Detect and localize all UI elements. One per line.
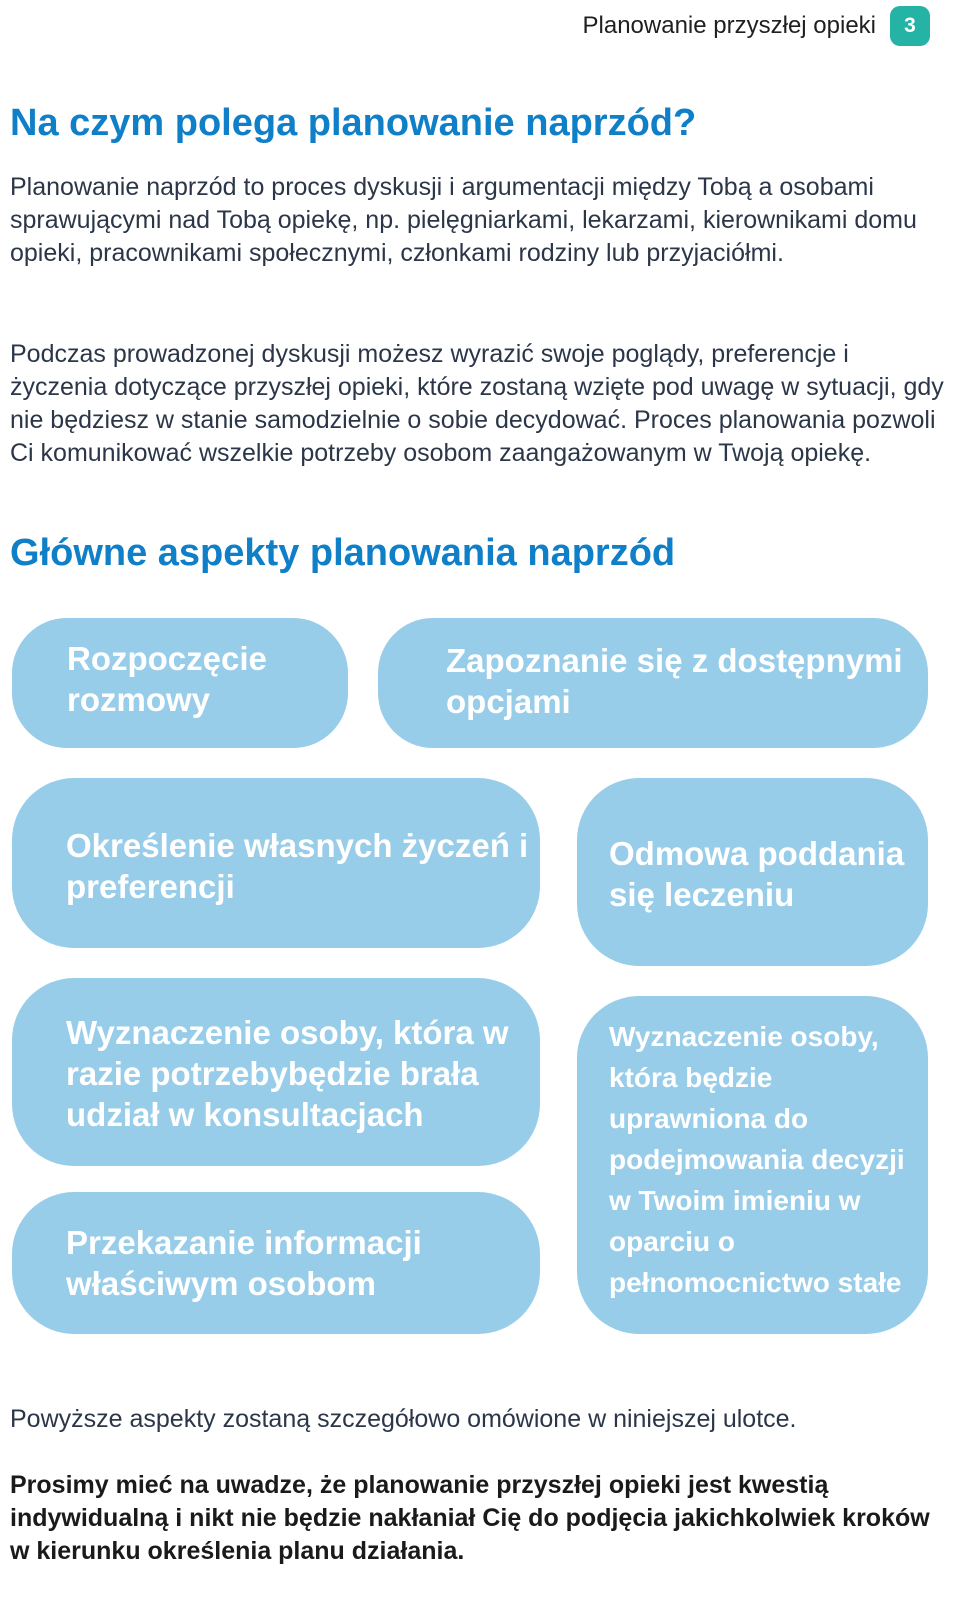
aspect-review-options <box>378 618 928 748</box>
aspect-start-conversation <box>12 618 348 748</box>
page-number-badge: 3 <box>890 6 930 46</box>
summary-note: Powyższe aspekty zostaną szczegółowo omówione w niniejszej ulotce. <box>10 1405 797 1433</box>
aspect-label: Wyznaczenie osoby, która będzie uprawniona do podejmowania decyzji w Twoim imieniu w oparciu o pełnomocnictwo stałe <box>609 1021 905 1298</box>
running-title: Planowanie przyszłej opieki <box>582 12 876 39</box>
aspect-label: Odmowa poddania się leczeniu <box>609 835 905 913</box>
section-heading-planning: Na czym polega planowanie naprzód? <box>10 102 697 144</box>
aspect-label: Określenie własnych życzeń i preferencji <box>66 827 529 905</box>
section-heading-aspects: Główne aspekty planowania naprzód <box>10 532 676 574</box>
aspect-power-of-attorney <box>577 996 928 1334</box>
intro-paragraph: Planowanie naprzód to proces dyskusji i argumentacji między Tobą a osobami sprawującymi nad Tobą opiekę, np. pielęgniarkami, lekarzami, kierownikami domu opieki, pracownikami społecznymi, członkami rodziny lub przyjaciółmi. <box>10 173 917 267</box>
aspect-define-wishes <box>12 778 540 948</box>
discussion-paragraph: Podczas prowadzonej dyskusji możesz wyrazić swoje poglądy, preferencje i życzenia dotyczące przyszłej opieki, które zostaną wzięte pod uwagę w sytuacji, gdy nie będziesz w stanie samodzielnie o sobie decydować. Proces planowania pozwoli Ci komunikować wszelkie potrzeby osobom zaangażowanym w Twoją opiekę. <box>10 340 944 467</box>
aspect-treatment-refusal <box>577 778 928 966</box>
aspect-label: Rozpoczęcie rozmowy <box>67 640 267 718</box>
aspect-appoint-consultant <box>12 978 540 1166</box>
page-header <box>583 6 930 46</box>
aspect-inform-people <box>12 1192 540 1334</box>
aspect-label: Zapoznanie się z dostępnymi opcjami <box>446 642 903 720</box>
aspect-label: Wyznaczenie osoby, która w razie potrzebybędzie brała udział w konsultacjach <box>66 1014 509 1133</box>
important-notice: Prosimy mieć na uwadze, że planowanie przyszłej opieki jest kwestią indywidualną i nikt nie będzie nakłaniał Cię do podjęcia jakichkolwiek kroków w kierunku określenia planu działania. <box>10 1471 930 1565</box>
aspect-label: Przekazanie informacji właściwym osobom <box>66 1224 422 1302</box>
